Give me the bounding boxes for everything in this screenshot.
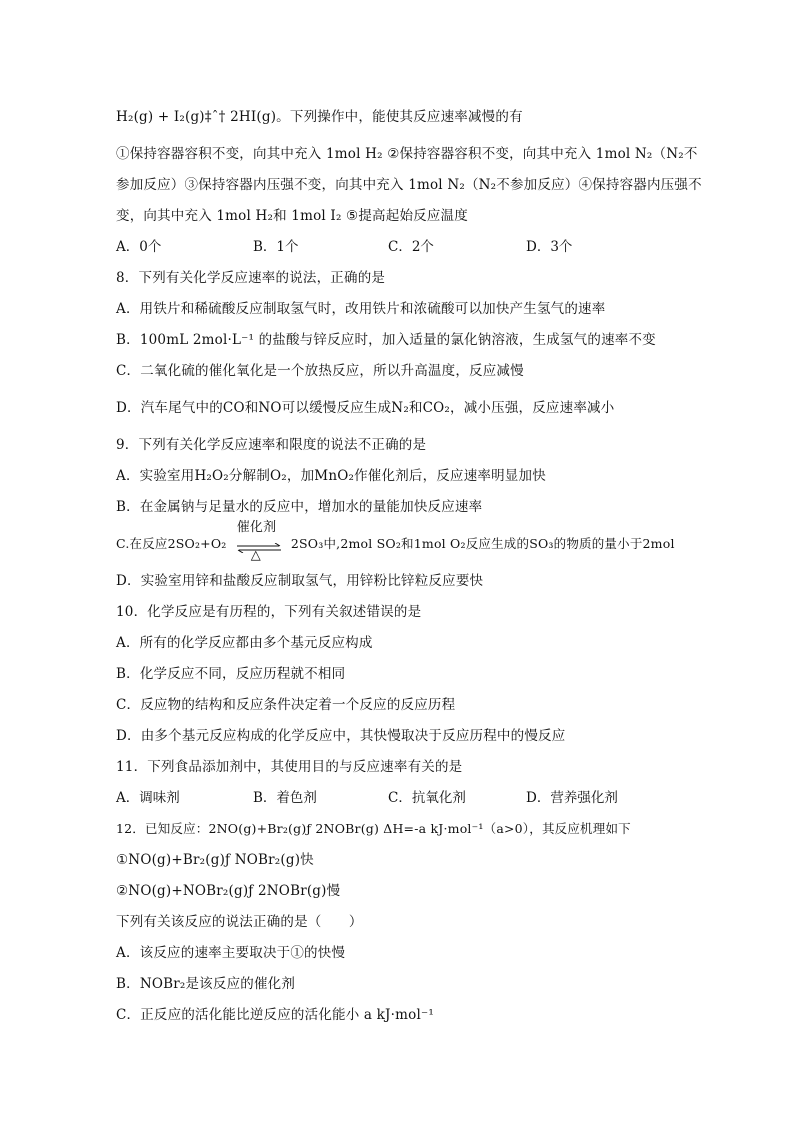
q7-operations-line-3: 变，向其中充入 1mol H₂和 1mol I₂ ⑤提高起始反应温度: [116, 208, 468, 224]
q12-option-c: C．正反应的活化能比逆反应的活化能小 a kJ·mol⁻¹: [116, 1007, 434, 1023]
q11-option-a: A．调味剂: [116, 790, 180, 806]
q9-reaction-arrow: [235, 520, 283, 563]
q11-options: [116, 788, 716, 808]
q12-option-a: A．该反应的速率主要取决于①的快慢: [116, 945, 346, 961]
q7-operations-line-2: 参加反应）③保持容器内压强不变，向其中充入 1mol N₂（N₂不参加反应）④保持容器内压强不: [116, 177, 702, 193]
q7-options: [116, 237, 716, 257]
q12-mechanism-step-2: ②NO(g)+NOBr₂(g)ƒ 2NOBr(g)慢: [116, 883, 341, 899]
q8-option-b: B．100mL 2mol·L⁻¹ 的盐酸与锌反应时，加入适量的氯化钠溶液，生成氢气的速率不变: [116, 332, 656, 348]
q10-option-d: D．由多个基元反应构成的化学反应中，其快慢取决于反应历程中的慢反应: [116, 728, 566, 744]
q11-stem: 11．下列食品添加剂中，其使用目的与反应速率有关的是: [116, 759, 463, 775]
q11-option-d: D．营养强化剂: [526, 790, 618, 806]
q7-option-b: B．1个: [253, 239, 299, 255]
q8-option-a: A．用铁片和稀硫酸反应制取氢气时，改用铁片和浓硫酸可以加快产生氢气的速率: [116, 301, 606, 317]
q11-option-c: C．抗氧化剂: [388, 790, 466, 806]
q7-option-a: A．0个: [116, 239, 162, 255]
q12-stem: 12．已知反应：2NO(g)+Br₂(g)ƒ 2NOBr(g) ΔH=-a kJ·mol⁻¹（a>0），其反应机理如下: [116, 821, 631, 836]
q9-option-b: B．在金属钠与足量水的反应中，增加水的量能加快反应速率: [116, 499, 483, 515]
q9-option-d: D．实验室用锌和盐酸反应制取氢气，用锌粉比锌粒反应要快: [116, 573, 484, 589]
q8-stem: 8．下列有关化学反应速率的说法，正确的是: [116, 270, 386, 286]
q9-heat-symbol: △: [250, 548, 261, 563]
q9-option-c: [116, 520, 694, 563]
q12-mechanism-step-1: ①NO(g)+Br₂(g)ƒ NOBr₂(g)快: [116, 852, 314, 868]
q8-option-d: D．汽车尾气中的CO和NO可以缓慢反应生成N₂和CO₂，减小压强，反应速率减小: [116, 400, 615, 416]
q9-option-c-prefix: C.在反应2SO₂+O₂: [116, 536, 227, 551]
q11-option-b: B．着色剂: [253, 790, 317, 806]
q8-option-c: C．二氧化硫的催化氧化是一个放热反应，所以升高温度，反应减慢: [116, 363, 524, 379]
q10-stem: 10．化学反应是有历程的，下列有关叙述错误的是: [116, 604, 422, 620]
q7-option-c: C．2个: [388, 239, 434, 255]
q10-option-a: A．所有的化学反应都由多个基元反应构成: [116, 635, 373, 651]
q12-option-b: B．NOBr₂是该反应的催化剂: [116, 976, 296, 992]
q10-option-c: C．反应物的结构和反应条件决定着一个反应的反应历程: [116, 697, 456, 713]
q9-stem: 9．下列有关化学反应速率和限度的说法不正确的是: [116, 437, 427, 453]
q9-catalyst-label: 催化剂: [236, 520, 277, 535]
q7-stem: H₂(g) + I₂(g)‡ˆ† 2HI(g)。下列操作中，能使其反应速率减慢的有: [116, 109, 523, 125]
q9-option-c-suffix: 2SO₃中,2mol SO₂和1mol O₂反应生成的SO₃的物质的量小于2mol: [290, 536, 675, 551]
q7-operations-line-1: ①保持容器容积不变，向其中充入 1mol H₂ ②保持容器容积不变，向其中充入 1mol N₂（N₂不: [116, 146, 698, 162]
q10-option-b: B．化学反应不同，反应历程就不相同: [116, 666, 346, 682]
q12-question: 下列有关该反应的说法正确的是（ ）: [116, 914, 363, 930]
q9-option-a: A．实验室用H₂O₂分解制O₂，加MnO₂作催化剂后，反应速率明显加快: [116, 468, 546, 484]
q7-option-d: D．3个: [526, 239, 573, 255]
